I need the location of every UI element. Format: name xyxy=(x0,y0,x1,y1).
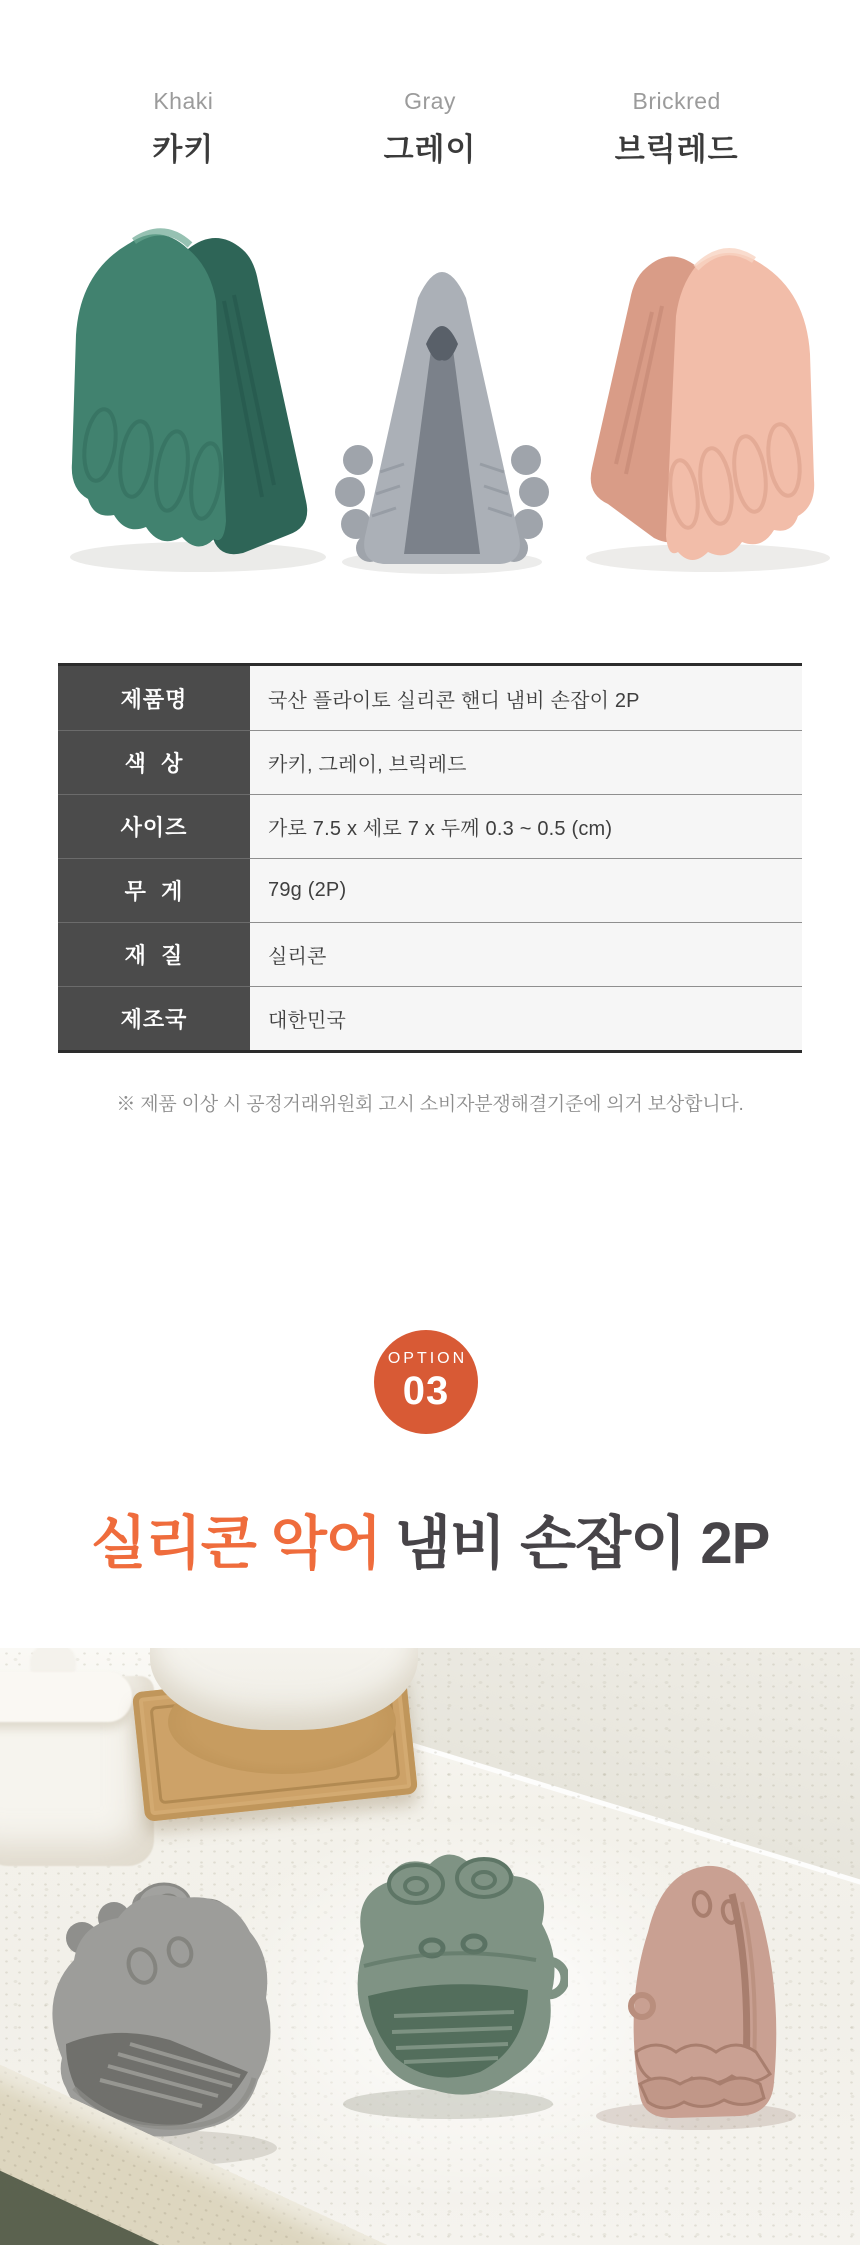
spec-table xyxy=(58,663,802,1053)
option-badge xyxy=(374,1330,478,1434)
color-name-en: Gray xyxy=(404,88,456,114)
option-badge-label: OPTION xyxy=(387,1350,468,1367)
khaki-grip-image xyxy=(38,205,338,590)
lifestyle-photo xyxy=(0,1648,860,2245)
gray-grip-image xyxy=(320,222,560,582)
color-name-ko: 그레이 xyxy=(383,132,477,167)
color-option-brickred xyxy=(553,88,800,169)
spec-label: 사이즈 xyxy=(58,794,250,858)
spec-value: 가로 7.5 x 세로 7 x 두께 0.3 ~ 0.5 (cm) xyxy=(250,794,802,858)
color-name-en: Khaki xyxy=(153,88,214,114)
spec-value: 대한민국 xyxy=(250,986,802,1050)
spec-row-size xyxy=(58,794,802,858)
spec-value: 79g (2P) xyxy=(250,858,802,922)
spec-value: 실리콘 xyxy=(250,922,802,986)
spec-label: 색 상 xyxy=(58,730,250,794)
croc-grip-green-image xyxy=(328,1836,568,2126)
spec-value: 국산 플라이토 실리콘 핸디 냄비 손잡이 2P xyxy=(250,666,802,730)
product-title xyxy=(0,1496,860,1580)
product-title-rest: 냄비 손잡이 2P xyxy=(394,1511,770,1576)
color-name-en: Brickred xyxy=(632,88,721,114)
spec-label: 제품명 xyxy=(58,666,250,730)
croc-grip-pink-image xyxy=(584,1836,809,2136)
color-option-khaki xyxy=(60,88,307,169)
spec-row-material xyxy=(58,922,802,986)
color-name-ko: 카키 xyxy=(152,132,215,167)
canister-lid xyxy=(0,1672,132,1722)
spec-label: 무 게 xyxy=(58,858,250,922)
product-title-highlight: 실리콘 악어 xyxy=(90,1511,381,1576)
spec-value: 카키, 그레이, 브릭레드 xyxy=(250,730,802,794)
notice-text: ※ 제품 이상 시 공정거래위원회 고시 소비자분쟁해결기준에 의거 보상합니다. xyxy=(116,1094,744,1115)
brickred-grip-image xyxy=(568,228,848,583)
spec-label: 재 질 xyxy=(58,922,250,986)
white-canister xyxy=(0,1676,154,1866)
spec-row-product-name xyxy=(58,666,802,730)
spec-row-weight xyxy=(58,858,802,922)
option-badge-number: 03 xyxy=(402,1369,450,1413)
color-name-ko: 브릭레드 xyxy=(614,132,739,167)
spec-row-origin xyxy=(58,986,802,1050)
color-options-header xyxy=(60,88,800,169)
spec-row-color xyxy=(58,730,802,794)
spec-label: 제조국 xyxy=(58,986,250,1050)
color-option-gray xyxy=(307,88,554,169)
